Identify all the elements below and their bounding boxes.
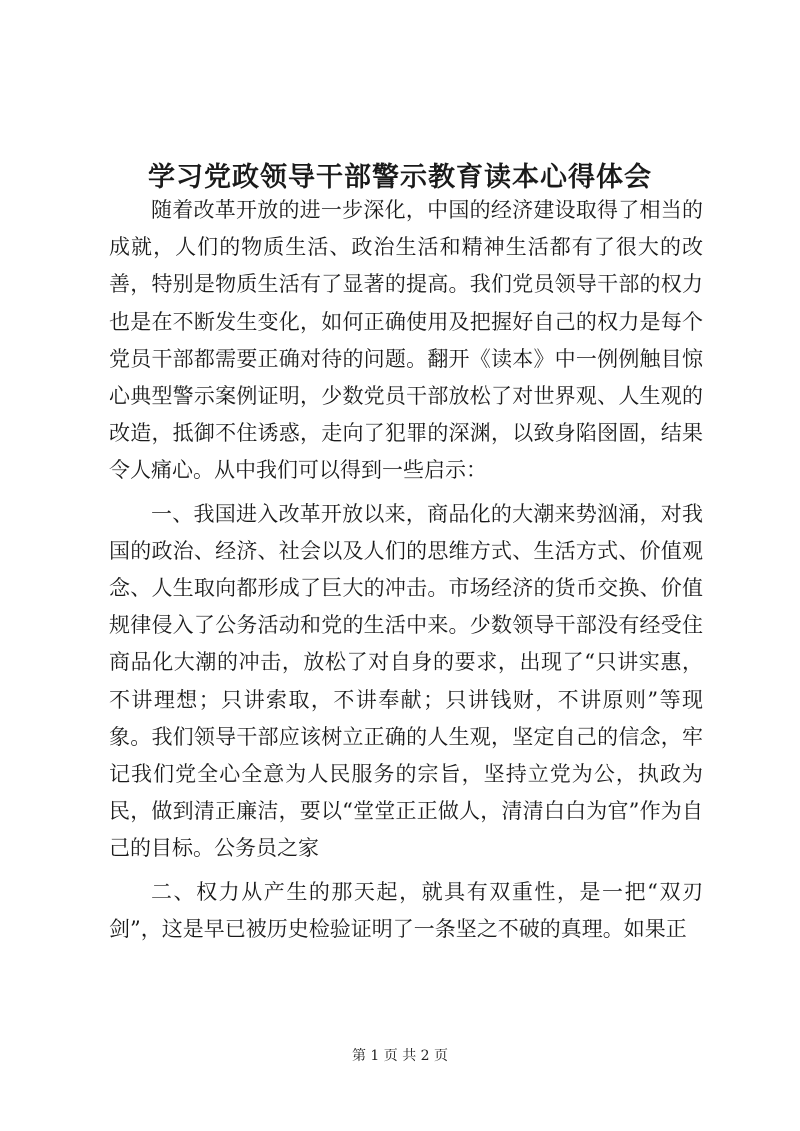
document-body <box>109 192 703 948</box>
paragraph-point-two: 二、权力从产生的那天起，就具有双重性，是一把“双刃剑”，这是早已被历史检验证明了一条坚之不破的真理。如果正 <box>109 879 703 941</box>
paragraph-point-one: 一、我国进入改革开放以来，商品化的大潮来势汹涌，对我国的政治、经济、社会以及人们的思维方式、生活方式、价值观念、人生取向都形成了巨大的冲击。市场经济的货币交换、价值规律侵入了公务活动和党的生活中来。少数领导干部没有经受住商品化大潮的冲击，放松了对自身的要求，出现了“只讲实惠，不讲理想；只讲索取，不讲奉献；只讲钱财，不讲原则”等现象。我们领导干部应该树立正确的人生观，坚定自己的信念，牢记我们党全心全意为人民服务的宗旨，坚持立党为公，执政为民，做到清正廉洁，要以“堂堂正正做人，清清白白为官”作为自己的目标。公务员之家 <box>109 501 703 861</box>
document-title: 学习党政领导干部警示教育读本心得体会 <box>148 162 652 194</box>
paragraph-intro: 随着改革开放的进一步深化，中国的经济建设取得了相当的成就，人们的物质生活、政治生活和精神生活都有了很大的改善，特别是物质生活有了显著的提高。我们党员领导干部的权力也是在不断发生变化，如何正确使用及把握好自己的权力是每个党员干部都需要正确对待的问题。翻开《读本》中一例例触目惊心典型警示案例证明，少数党员干部放松了对世界观、人生观的改造，抵御不住诱惑，走向了犯罪的深渊，以致身陷囹圄，结果令人痛心。从中我们可以得到一些启示： <box>109 198 703 483</box>
page-footer: 第 1 页 共 2 页 <box>351 1048 449 1064</box>
